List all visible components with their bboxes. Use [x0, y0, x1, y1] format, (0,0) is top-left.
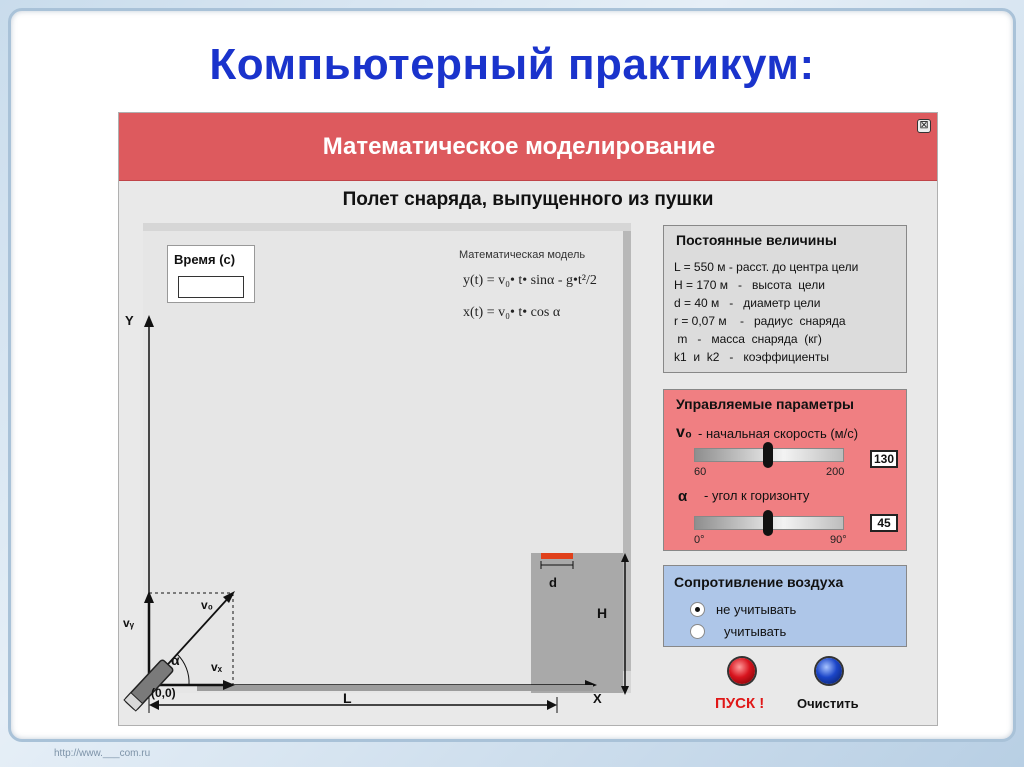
constant-row: L = 550 м - расст. до центра цели [674, 260, 859, 274]
alpha-label: α [171, 652, 180, 668]
diameter-label: d [549, 575, 557, 590]
controls-panel [663, 389, 907, 551]
v0-symbol: v₀ [676, 424, 693, 441]
vy-label: vᵧ [123, 616, 135, 630]
time-label: Время (с) [174, 252, 236, 267]
distance-label: L [343, 690, 352, 706]
simulation-window [118, 112, 938, 726]
alpha-slider-thumb[interactable] [763, 510, 773, 536]
clear-button[interactable] [816, 658, 842, 684]
v0-label: v₀ [201, 598, 214, 612]
v0-slider-thumb[interactable] [763, 442, 773, 468]
constant-row: r = 0,07 м - радиус снаряда [674, 314, 846, 328]
v0-value-field[interactable]: 130 [870, 450, 898, 468]
radio-account-air-label[interactable]: учитывать [724, 624, 787, 639]
air-resistance-panel [663, 565, 907, 647]
alpha-description: - угол к горизонту [704, 488, 810, 503]
alpha-value-field[interactable]: 45 [870, 514, 898, 532]
air-resistance-title: Сопротивление воздуха [674, 574, 844, 590]
target-tower [531, 553, 623, 693]
time-display [167, 245, 255, 303]
equation-y: y(t) = v₀• t• sinα - g•t²/2 [463, 273, 597, 288]
simulation-subtitle: Полет снаряда, выпущенного из пушки [342, 189, 714, 210]
constants-title: Постоянные величины [676, 232, 837, 248]
radio-account-air[interactable] [690, 624, 705, 639]
start-button[interactable] [729, 658, 755, 684]
math-model-title: Математическая модель [459, 249, 586, 261]
footer-url: http://www.___com.ru [54, 748, 151, 759]
time-value-field [178, 276, 244, 298]
alpha-symbol: α [678, 488, 688, 505]
radio-ignore-air-label[interactable]: не учитывать [716, 602, 797, 617]
y-axis-label: Y [125, 313, 134, 328]
radio-ignore-air[interactable] [690, 602, 705, 617]
x-axis-label: X [593, 691, 602, 706]
app-header-title: Математическое моделирование [322, 132, 716, 160]
height-label: H [597, 605, 608, 621]
origin-label: (0,0) [151, 686, 176, 700]
v0-description: - начальная скорость (м/с) [698, 426, 859, 441]
constant-row: H = 170 м - высота цели [674, 278, 825, 292]
close-icon[interactable]: ⊠ [917, 119, 931, 133]
constant-row: k1 и k2 - коэффициенты [674, 350, 830, 364]
v0-max-label: 200 [826, 466, 845, 478]
target-marker [541, 553, 573, 559]
clear-button-label[interactable]: Очистить [797, 696, 859, 711]
slide-title: Компьютерный практикум: [209, 40, 815, 89]
vx-label: vₓ [211, 660, 223, 674]
alpha-min-label: 0° [694, 534, 705, 546]
constant-row: m - масса снаряда (кг) [674, 332, 822, 346]
start-button-label[interactable]: ПУСК ! [715, 695, 765, 712]
constants-panel [663, 225, 907, 373]
controls-title: Управляемые параметры [676, 396, 854, 412]
constant-row: d = 40 м - диаметр цели [674, 296, 821, 310]
v0-min-label: 60 [694, 466, 707, 478]
alpha-max-label: 90° [830, 534, 847, 546]
equation-x: x(t) = v₀• t• cos α [463, 305, 561, 320]
